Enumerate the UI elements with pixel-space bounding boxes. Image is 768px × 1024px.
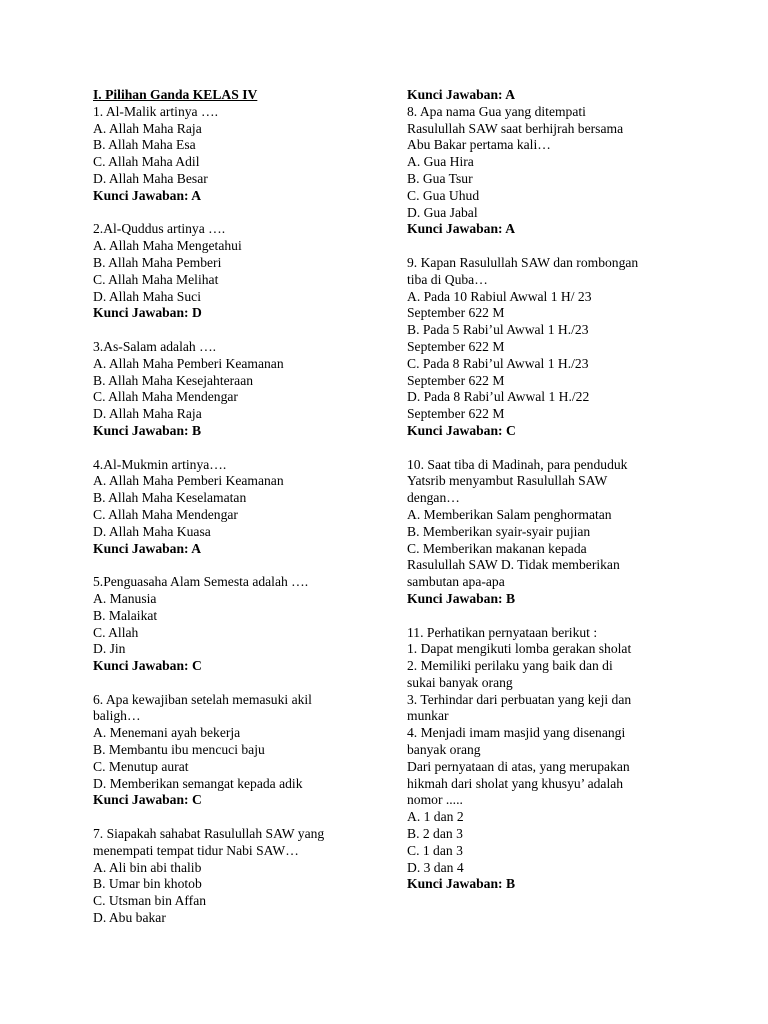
option-d: D. Allah Maha Raja	[93, 406, 202, 422]
statement-4-line-2: banyak orang	[407, 742, 481, 758]
option-a: A. Allah Maha Pemberi Keamanan	[93, 473, 284, 489]
question-3	[93, 339, 383, 440]
question-text: 3.As-Salam adalah ….	[93, 338, 217, 354]
question-text-line-2: menempati tempat tidur Nabi SAW…	[93, 842, 299, 858]
answer-key: Kunci Jawaban: C	[93, 792, 202, 808]
spacer	[407, 608, 682, 625]
answer-key: Kunci Jawaban: D	[93, 305, 202, 321]
option-c: C. Allah	[93, 624, 139, 640]
question-5	[93, 574, 383, 675]
left-column	[93, 87, 383, 927]
option-c-d-line: Rasulullah SAW D. Tidak memberikan	[407, 557, 620, 573]
spacer	[93, 809, 383, 826]
question-text-line-1: 8. Apa nama Gua yang ditempati	[407, 103, 586, 119]
question-10	[407, 457, 682, 608]
option-a: A. Gua Hira	[407, 154, 474, 170]
option-b: B. Allah Maha Pemberi	[93, 254, 222, 270]
option-d: D. Allah Maha Suci	[93, 288, 201, 304]
prompt-line-2: hikmah dari sholat yang khusyu’ adalah	[407, 775, 624, 791]
question-8	[407, 104, 682, 238]
spacer	[93, 440, 383, 457]
option-b: B. Allah Maha Keselamatan	[93, 490, 247, 506]
statement-1: 1. Dapat mengikuti lomba gerakan sholat	[407, 641, 632, 657]
option-d: D. Allah Maha Besar	[93, 170, 208, 186]
option-a-line-1: A. Pada 10 Rabiul Awwal 1 H/ 23	[407, 288, 592, 304]
question-6	[93, 692, 383, 810]
answer-key: Kunci Jawaban: B	[407, 590, 516, 606]
right-column	[407, 87, 682, 893]
answer-key: Kunci Jawaban: A	[93, 187, 202, 203]
option-d-line-2: September 622 M	[407, 406, 505, 422]
option-a: A. 1 dan 2	[407, 809, 464, 825]
spacer	[407, 238, 682, 255]
option-c: C. Allah Maha Mendengar	[93, 506, 238, 522]
option-d: D. Allah Maha Kuasa	[93, 523, 211, 539]
option-b: B. Memberikan syair-syair pujian	[407, 523, 591, 539]
question-text: 1. Al-Malik artinya ….	[93, 103, 218, 119]
question-text-line-3: Abu Bakar pertama kali…	[407, 137, 551, 153]
spacer	[407, 440, 682, 457]
answer-key: Kunci Jawaban: B	[93, 422, 202, 438]
question-text-line-2: Rasulullah SAW saat berhijrah bersama	[407, 120, 624, 136]
statement-3-line-2: munkar	[407, 708, 449, 724]
option-c-line-1: C. Pada 8 Rabi’ul Awwal 1 H./23	[407, 355, 589, 371]
option-b: B. Allah Maha Kesejahteraan	[93, 372, 254, 388]
question-text-line-1: 6. Apa kewajiban setelah memasuki akil	[93, 691, 312, 707]
option-c: C. Allah Maha Mendengar	[93, 389, 238, 405]
statement-4-line-1: 4. Menjadi imam masjid yang disenangi	[407, 725, 626, 741]
prompt-line-1: Dari pernyataan di atas, yang merupakan	[407, 758, 630, 774]
option-c: C. Allah Maha Melihat	[93, 271, 219, 287]
option-d: D. Memberikan semangat kepada adik	[93, 775, 303, 791]
question-11	[407, 625, 682, 894]
option-d: D. Jin	[93, 641, 126, 657]
option-d: D. 3 dan 4	[407, 859, 464, 875]
question-text-line-1: 9. Kapan Rasulullah SAW dan rombongan	[407, 254, 639, 270]
option-b: B. Allah Maha Esa	[93, 137, 196, 153]
prompt-line-3: nomor .....	[407, 792, 463, 808]
option-d-line-1: D. Pada 8 Rabi’ul Awwal 1 H./22	[407, 389, 590, 405]
option-c: C. 1 dan 3	[407, 842, 463, 858]
option-d-line-2: sambutan apa-apa	[407, 574, 505, 590]
question-7	[93, 826, 383, 927]
question-9	[407, 255, 682, 440]
option-a: A. Manusia	[93, 590, 157, 606]
section-heading: I. Pilihan Ganda KELAS IV	[93, 87, 258, 102]
option-b: B. Umar bin khotob	[93, 876, 202, 892]
option-c: C. Menutup aurat	[93, 758, 189, 774]
option-d: D. Abu bakar	[93, 910, 166, 926]
option-c-line-2: September 622 M	[407, 372, 505, 388]
question-text-line-3: dengan…	[407, 490, 460, 506]
option-c: C. Gua Uhud	[407, 187, 480, 203]
answer-key: Kunci Jawaban: B	[407, 876, 516, 892]
option-d: D. Gua Jabal	[407, 204, 478, 220]
answer-key: Kunci Jawaban: C	[407, 422, 516, 438]
question-text: 5.Penguasaha Alam Semesta adalah ….	[93, 574, 309, 590]
option-a: A. Ali bin abi thalib	[93, 859, 202, 875]
spacer	[93, 557, 383, 574]
question-text-line-1: 11. Perhatikan pernyataan berikut :	[407, 624, 598, 640]
question-text: 4.Al-Mukmin artinya….	[93, 456, 227, 472]
option-a-line-2: September 622 M	[407, 305, 505, 321]
option-c-line-1: C. Memberikan makanan kepada	[407, 540, 587, 556]
question-2	[93, 221, 383, 322]
question-text-line-2: Yatsrib menyambut Rasulullah SAW	[407, 473, 608, 489]
spacer	[93, 322, 383, 339]
option-a: A. Allah Maha Pemberi Keamanan	[93, 355, 284, 371]
option-b: B. 2 dan 3	[407, 826, 463, 842]
option-b: B. Membantu ibu mencuci baju	[93, 742, 265, 758]
option-b: B. Gua Tsur	[407, 170, 473, 186]
question-4	[93, 457, 383, 558]
answer-key: Kunci Jawaban: A	[407, 221, 516, 237]
question-text-line-2: baligh…	[93, 708, 141, 724]
question-text-line-1: 7. Siapakah sahabat Rasulullah SAW yang	[93, 826, 325, 842]
option-c: C. Allah Maha Adil	[93, 154, 200, 170]
option-a: A. Allah Maha Raja	[93, 120, 202, 136]
option-a: A. Allah Maha Mengetahui	[93, 238, 242, 254]
question-1	[93, 104, 383, 205]
answer-key: Kunci Jawaban: A	[407, 87, 516, 102]
option-b-line-1: B. Pada 5 Rabi’ul Awwal 1 H./23	[407, 322, 589, 338]
spacer	[93, 205, 383, 222]
answer-key: Kunci Jawaban: A	[93, 540, 202, 556]
spacer	[93, 675, 383, 692]
question-text: 2.Al-Quddus artinya ….	[93, 221, 226, 237]
question-text-line-1: 10. Saat tiba di Madinah, para penduduk	[407, 456, 628, 472]
answer-key: Kunci Jawaban: C	[93, 658, 202, 674]
question-text-line-2: tiba di Quba…	[407, 271, 488, 287]
option-c: C. Utsman bin Affan	[93, 893, 207, 909]
statement-2-line-1: 2. Memiliki perilaku yang baik dan di	[407, 658, 613, 674]
option-b-line-2: September 622 M	[407, 338, 505, 354]
option-a: A. Menemani ayah bekerja	[93, 725, 241, 741]
option-a: A. Memberikan Salam penghormatan	[407, 506, 612, 522]
statement-3-line-1: 3. Terhindar dari perbuatan yang keji dan	[407, 691, 632, 707]
statement-2-line-2: sukai banyak orang	[407, 674, 513, 690]
option-b: B. Malaikat	[93, 607, 158, 623]
